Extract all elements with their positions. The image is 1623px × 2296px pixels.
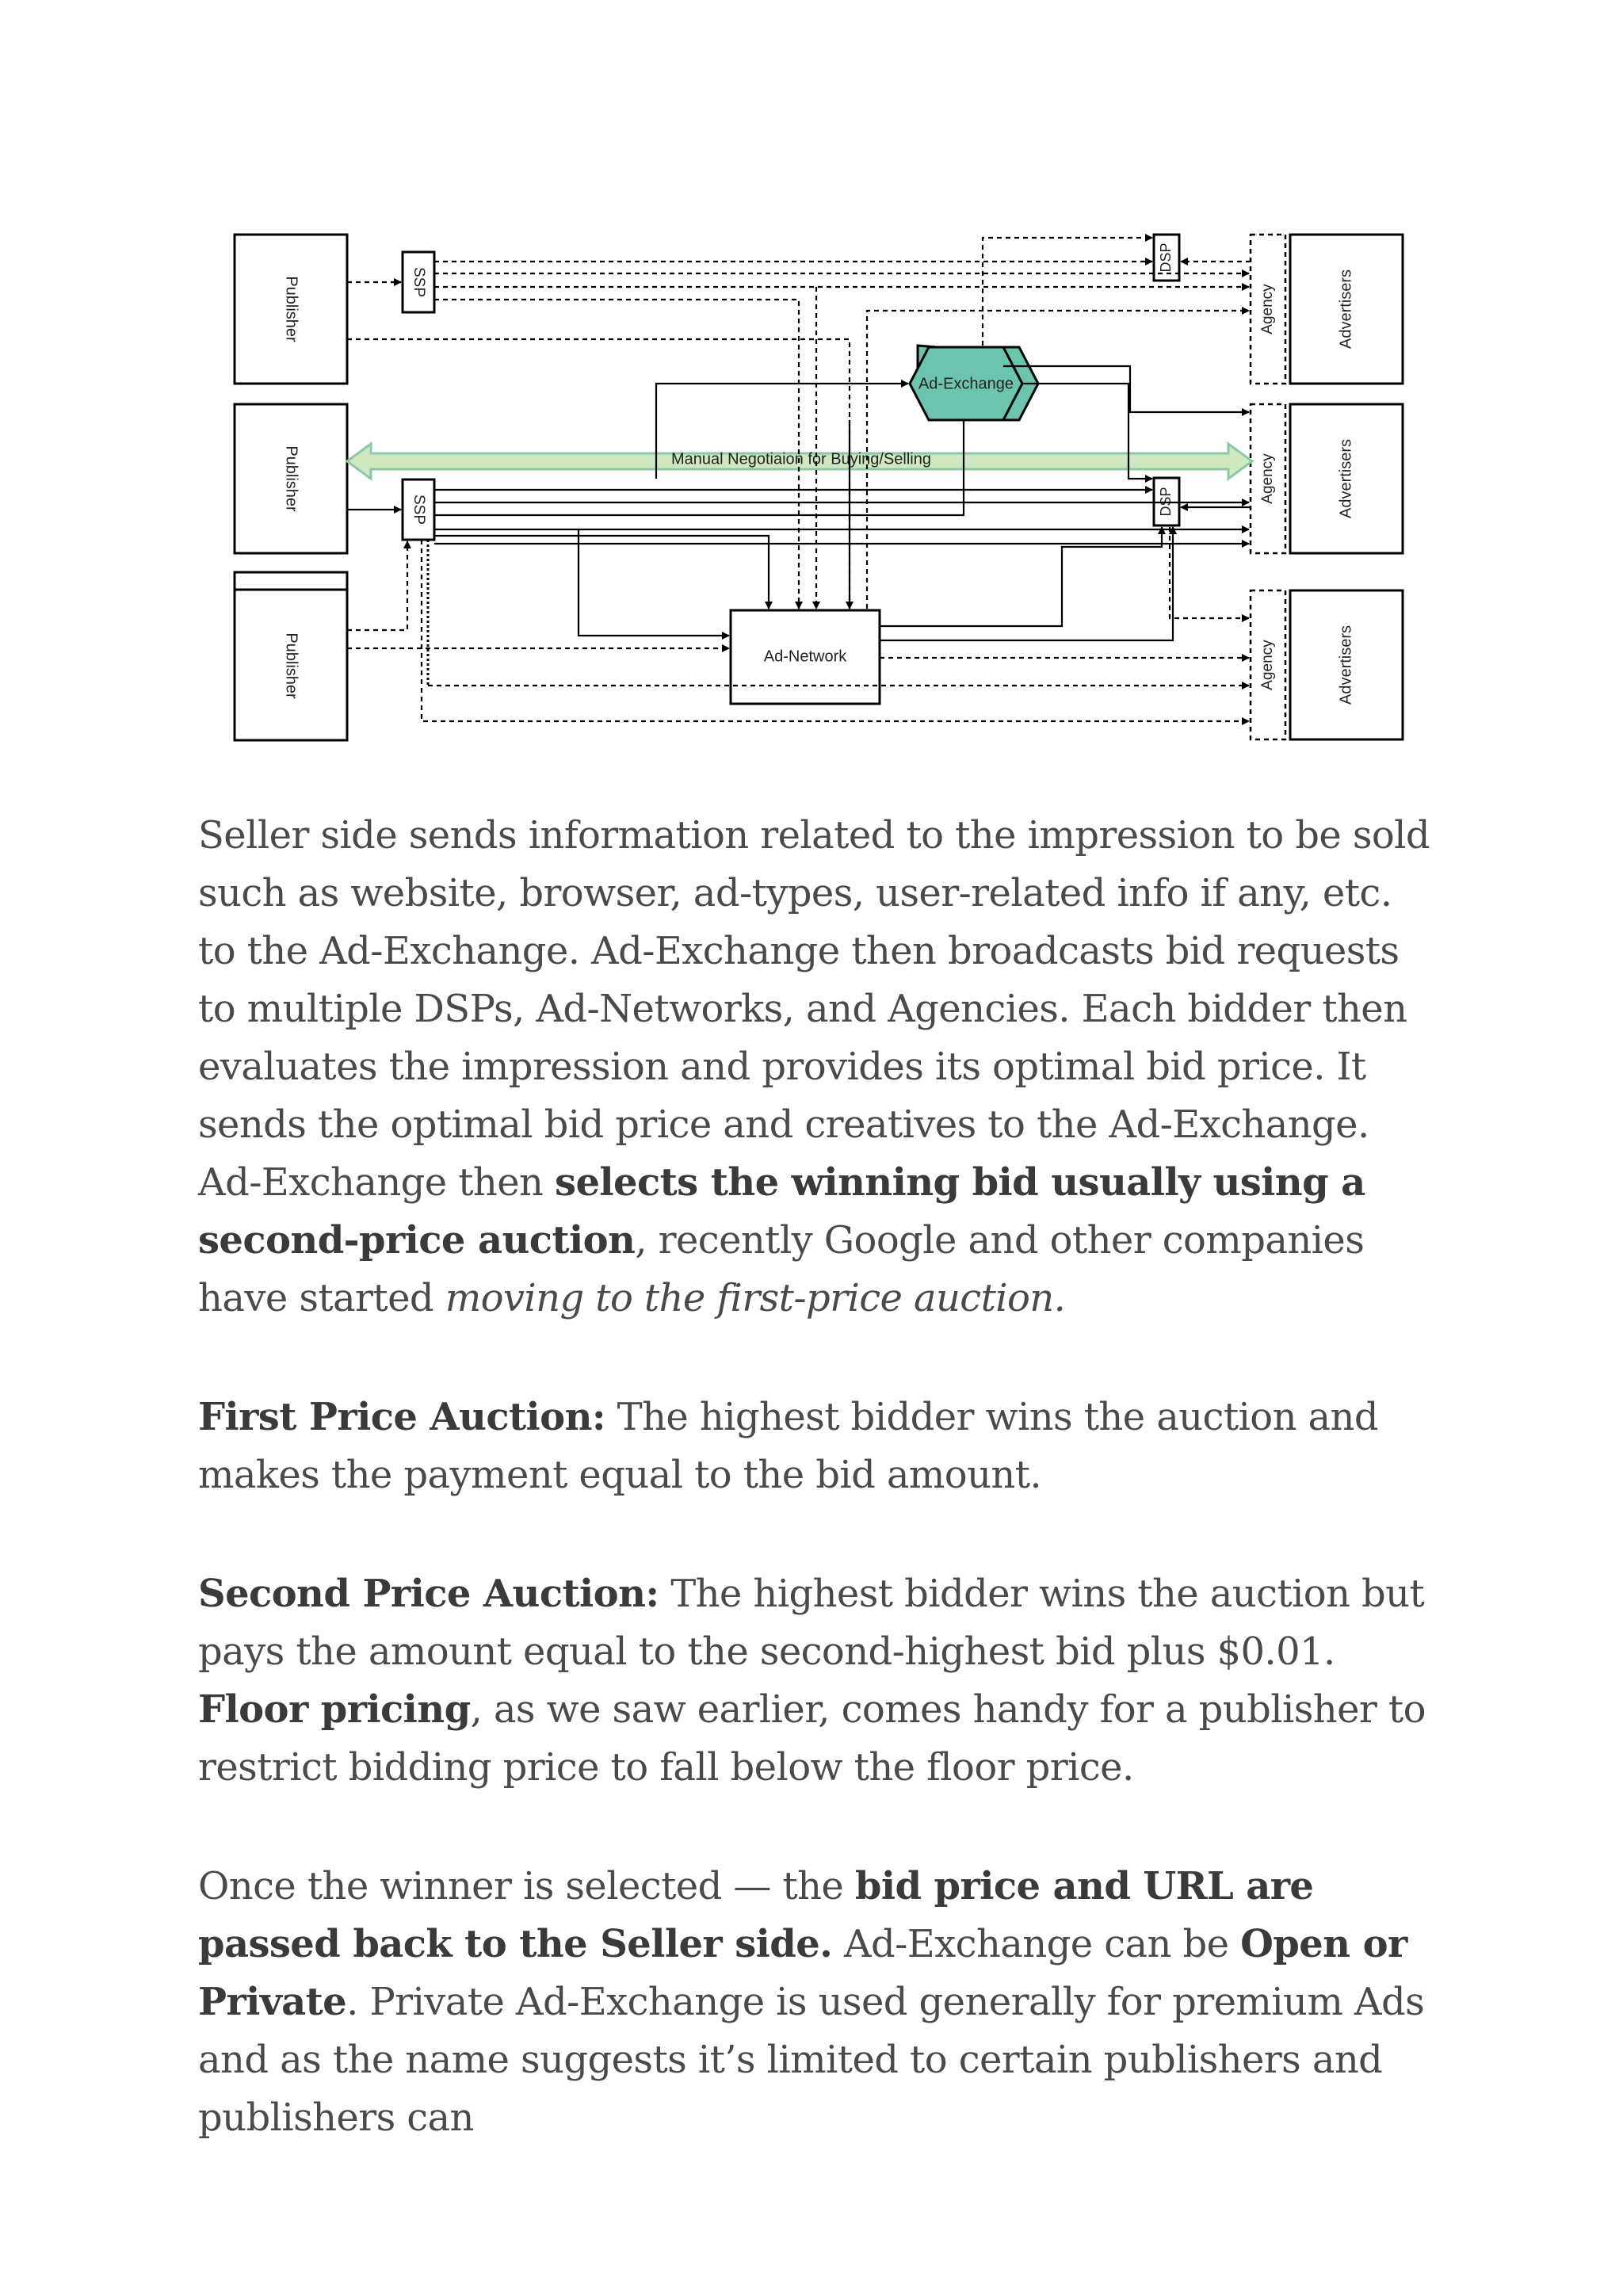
ad-network-node <box>731 610 880 704</box>
paragraph-first-price: First Price Auction: The highest bidder wins the auction and makes the payment equal to the bid amount. <box>198 1395 1378 1497</box>
term-floor-pricing: Floor pricing <box>198 1687 471 1732</box>
publisher-box-1 <box>235 235 347 384</box>
advertisers-box-3 <box>1290 590 1403 739</box>
agency-box-3 <box>1251 590 1285 739</box>
article-body <box>198 807 1434 2208</box>
paragraph-winner: Once the winner is selected — the bid price and URL are passed back to the Seller side. Ad-Exchange can be Open or Private. Private Ad-Exchange is used generally for premium Ads and as the name suggests it’s limited to certain publishers and publishers can <box>198 1864 1425 2140</box>
ssp-box-2 <box>403 479 434 540</box>
bold-bid-price-url: bid price and URL are passed back to the Seller side. <box>198 1864 1314 1966</box>
publisher-box-3 <box>235 572 347 740</box>
paragraph-exchange-flow: Seller side sends information related to the impression to be sold such as website, browser, ad-types, user-related info if any, etc. to the Ad-Exchange. Ad-Exchange then broadcasts bid requests to multiple DSPs, Ad-Networks, and Agencies. Each bidder then evaluates the impression and provides its optimal bid price. It sends the optimal bid price and creatives to the Ad-Exchange. Ad-Exchange then selects the winning bid usually using a second-price auction, recently Google and other companies have started moving to the first-price auction. <box>198 813 1430 1320</box>
advertisers-label-1: Advertisers <box>1337 269 1355 350</box>
ad-ecosystem-diagram <box>0 0 1623 793</box>
advertisers-box-2 <box>1290 404 1403 553</box>
term-first-price-auction: First Price Auction: <box>198 1395 606 1439</box>
agency-label-2: Agency <box>1259 453 1277 504</box>
publisher-label-2: Publisher <box>282 445 300 512</box>
advertisers-label-3: Advertisers <box>1337 625 1355 705</box>
dsp-label-1: DSP <box>1157 243 1174 273</box>
ad-exchange-node <box>910 346 1038 420</box>
advertisers-label-2: Advertisers <box>1337 438 1355 519</box>
ad-exchange-label: Ad-Exchange <box>918 375 1014 393</box>
paragraph-second-price: Second Price Auction: The highest bidder wins the auction but pays the amount equal to the second-highest bid plus $0.01. Floor pricing, as we saw earlier, comes handy for a publisher to restrict bidding price to fall below the floor price. <box>198 1572 1426 1790</box>
agency-label-3: Agency <box>1259 640 1277 690</box>
bold-winning-bid: selects the winning bid usually using a second-price auction <box>198 1160 1365 1263</box>
ad-network-label: Ad-Network <box>763 648 847 666</box>
publisher-label-1: Publisher <box>282 276 300 342</box>
publisher-label-3: Publisher <box>282 632 300 699</box>
advertisers-box-1 <box>1290 235 1403 384</box>
term-second-price-auction: Second Price Auction: <box>198 1572 659 1616</box>
agency-box-2 <box>1251 404 1285 553</box>
agency-label-1: Agency <box>1259 284 1277 334</box>
ssp-box-1 <box>403 252 434 312</box>
negotiation-label: Manual Negotiaion for Buying/Selling <box>671 450 931 468</box>
publisher-box-2 <box>235 404 347 553</box>
ssp-label-1: SSP <box>410 266 427 298</box>
bold-open-private: Open or Private <box>198 1922 1407 2024</box>
ssp-label-2: SSP <box>410 494 427 525</box>
agency-box-1 <box>1251 235 1285 384</box>
italic-first-price: moving to the first-price auction. <box>445 1276 1066 1320</box>
dsp-label-2: DSP <box>1157 487 1174 517</box>
